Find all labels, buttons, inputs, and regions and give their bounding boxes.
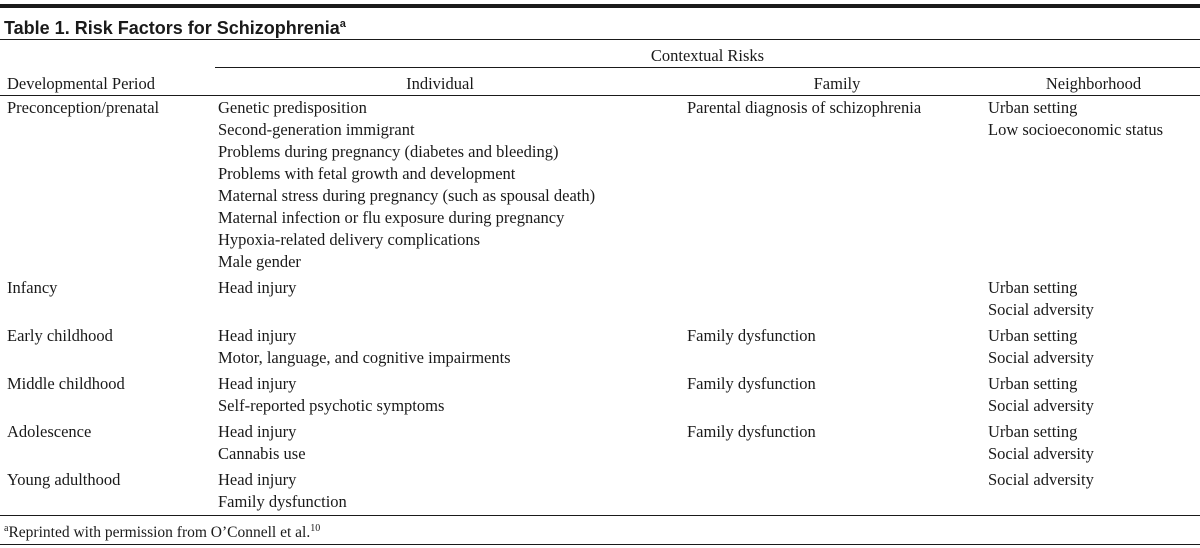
cell-line: Head injury [218,470,297,489]
column-header-individual: Individual [406,74,474,93]
column-header-neighborhood: Neighborhood [1045,74,1142,93]
cell-line: Maternal infection or flu exposure during pregnancy [218,208,565,227]
individual-cell [218,277,296,299]
cell-line: Maternal stress during pregnancy (such as spousal death) [218,186,596,205]
cell-line: Problems during pregnancy (diabetes and bleeding) [218,142,559,161]
family-cell [687,325,816,347]
individual-cell [218,469,347,513]
cell-line: Family dysfunction [687,374,816,393]
cell-line: Family dysfunction [687,422,816,441]
cell-line: Social adversity [988,470,1094,489]
cell-line: Social adversity [988,444,1094,463]
cell-line: Head injury [218,278,297,297]
footnote [4,519,320,543]
cell-line: Urban setting [988,98,1078,117]
cell-line: Family dysfunction [218,492,347,511]
period-cell: Young adulthood [7,470,121,489]
cell-line: Urban setting [988,422,1078,441]
cell-line: Second-generation immigrant [218,120,415,139]
individual-cell [218,373,444,417]
contextual-risks-rule [215,67,1200,68]
footnote-rule [0,515,1200,516]
individual-cell [218,97,595,273]
family-cell [687,373,816,395]
cell-line: Self-reported psychotic symptoms [218,396,445,415]
table-title-footnote-marker: a [339,18,346,30]
cell-line: Head injury [218,374,297,393]
bottom-rule [0,544,1200,545]
cell-line: Social adversity [988,348,1094,367]
neighborhood-cell [988,421,1094,465]
individual-cell [218,325,511,369]
table-title-text: Table 1. Risk Factors for Schizophrenia [4,18,340,38]
neighborhood-cell [988,277,1094,321]
cell-line: Head injury [218,326,297,345]
cell-line: Parental diagnosis of schizophrenia [687,98,922,117]
neighborhood-cell [988,325,1094,369]
cell-line: Problems with fetal growth and development [218,164,516,183]
cell-line: Low socioeconomic status [988,120,1164,139]
cell-line: Hypoxia-related delivery complications [218,230,481,249]
cell-line: Cannabis use [218,444,306,463]
top-rule [0,4,1200,8]
footnote-reference: 10 [310,523,321,534]
cell-line: Urban setting [988,278,1078,297]
cell-line: Head injury [218,422,297,441]
period-cell: Adolescence [7,422,92,441]
cell-line: Genetic predisposition [218,98,367,117]
footnote-text: Reprinted with permission from O’Connell et al. [8,524,311,542]
cell-line: Family dysfunction [687,326,816,345]
cell-line: Social adversity [988,396,1094,415]
cell-line: Motor, language, and cognitive impairments [218,348,511,367]
column-header-family: Family [813,74,861,93]
header-rule [0,95,1200,96]
cell-line: Social adversity [988,300,1094,319]
cell-line: Male gender [218,252,301,271]
cell-line: Urban setting [988,326,1078,345]
individual-cell [218,421,306,465]
period-cell: Preconception/prenatal [7,98,160,117]
table-title [4,13,346,39]
period-cell: Infancy [7,278,58,297]
neighborhood-cell [988,373,1094,417]
family-cell [687,97,921,119]
cell-line: Urban setting [988,374,1078,393]
family-cell [687,421,816,443]
neighborhood-cell [988,97,1163,141]
contextual-risks-header: Contextual Risks [650,46,765,65]
column-header-period: Developmental Period [7,74,156,93]
footnote-marker: a [4,523,9,534]
period-cell: Early childhood [7,326,113,345]
period-cell: Middle childhood [7,374,125,393]
title-rule [0,39,1200,40]
neighborhood-cell [988,469,1094,491]
